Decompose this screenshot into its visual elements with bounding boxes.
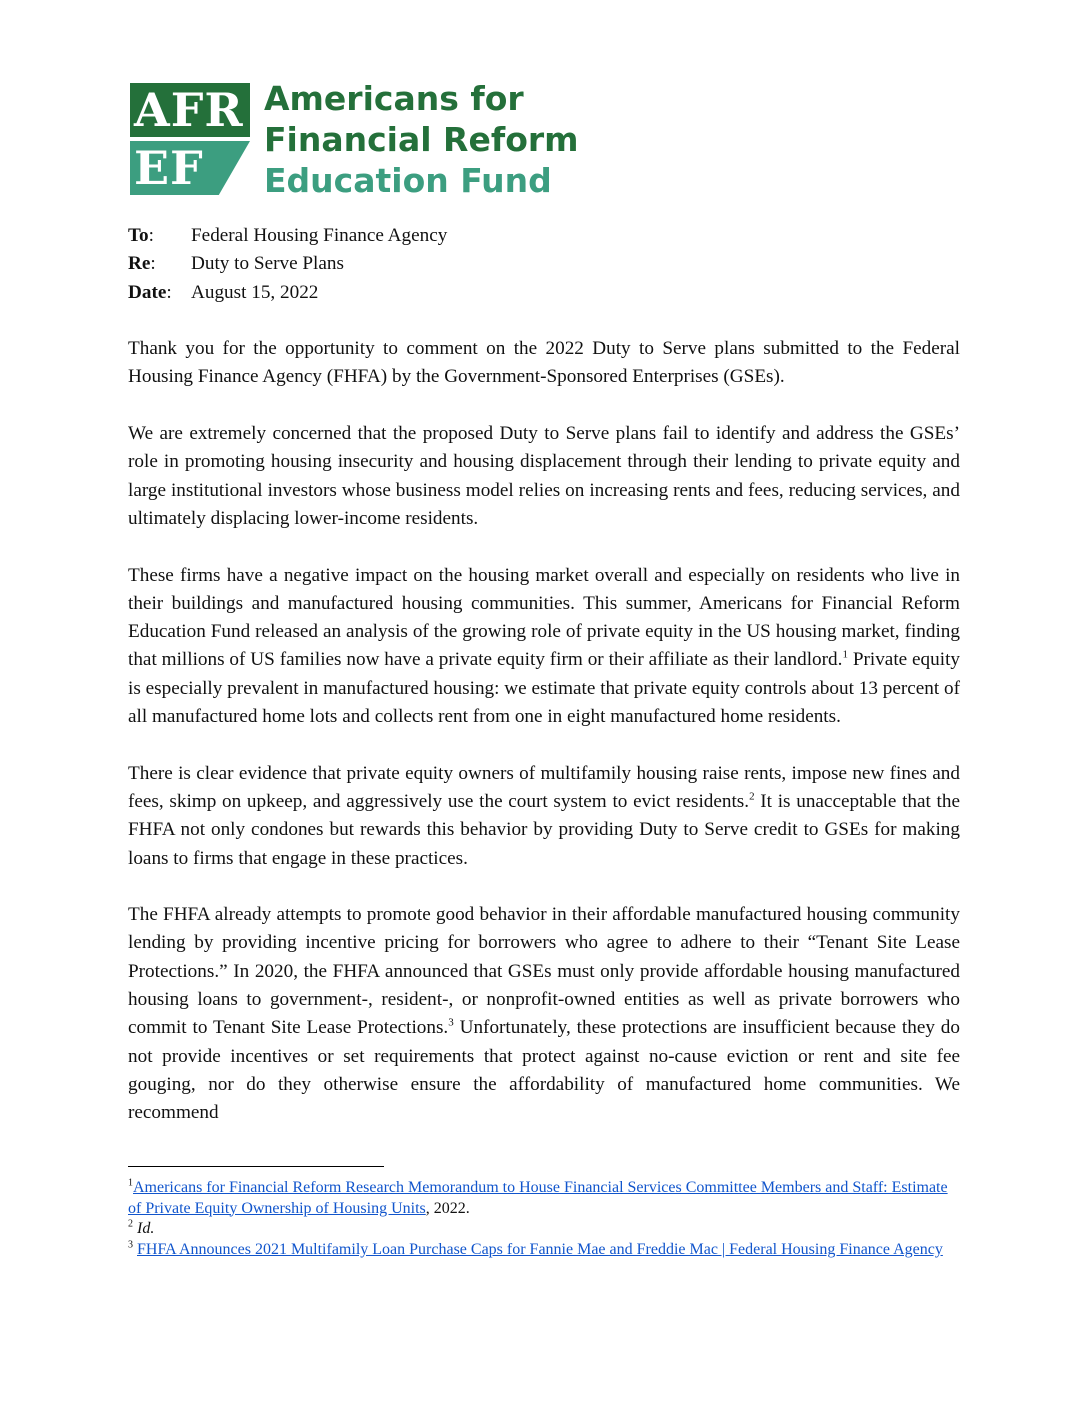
- footnote-2-text: Id.: [137, 1220, 155, 1238]
- paragraph-3: These firms have a negative impact on the housing market overall and especially on residents who live in their buildings and manufactured housing communities. This summer, Americans for Financial Reform Education Fund released an analysis of the growing role of private equity in the US housing market, finding that millions of US families now have a private equity firm or their affiliate as their landlord.$^1$ Private equity is especially prevalent in manufactured housing: we estimate that private equity controls about 13 percent of all manufactured home lots and collects rent from one in eight manufactured home residents.: [128, 564, 961, 728]
- logo-wordmark: [264, 78, 579, 201]
- footnote-3-link[interactable]: FHFA Announces 2021 Multifamily Loan Purchase Caps for Fannie Mae and Freddie Mac | Federal Housing Finance Agency: [137, 1240, 943, 1258]
- footnote-2-number: 2: [128, 1218, 133, 1230]
- memo-content: [128, 222, 960, 1128]
- footnote-3-number: 3: [128, 1239, 133, 1251]
- paragraph-1: Thank you for the opportunity to comment on the 2022 Duty to Serve plans submitted to the Federal Housing Finance Agency (FHFA) by the Government-Sponsored Enterprises (GSEs).: [128, 338, 960, 388]
- footnote-ref-1: 1: [842, 649, 848, 662]
- memo-header-re: Re: Duty to Serve Plans: [128, 250, 960, 278]
- logo-line-3: Education Fund: [264, 161, 552, 200]
- footnote-1-link[interactable]: Americans for Financial Reform Research Memorandum to House Financial Services Committee Members and Staff: Estimate of Private Equity Ownership of Housing Units: [128, 1179, 948, 1217]
- memo-value-re: Duty to Serve Plans: [191, 253, 344, 275]
- paragraph-5: The FHFA already attempts to promote good behavior in their affordable manufactured housing community lending by providing incentive pricing for borrowers who agree to adhere to their “Tenant Site Lease Protections.” In 2020, the FHFA announced that GSEs must only provide affordable housing manufactured housing loans to government-, resident-, or nonprofit-owned entities as well as private borrowers who commit to Tenant Site Lease Protections.$^3$ Unfortunately, these protections are insufficient because they do not provide incentives or set requirements that protect against no-cause eviction or rent and site fee gouging, nor do they otherwise ensure the affordability of manufactured home communities. We recommend: [128, 904, 960, 1124]
- logo-mark-afr: AFR: [134, 83, 244, 137]
- logo-mark: [130, 83, 250, 195]
- footnote-2: [128, 1219, 960, 1240]
- footnote-1-number: 1: [128, 1177, 133, 1189]
- footnote-3: [128, 1240, 960, 1261]
- footnotes: [128, 1178, 960, 1260]
- memo-key-re: Re: [128, 253, 151, 275]
- paragraph-4: There is clear evidence that private equity owners of multifamily housing raise rents, impose new fines and fees, skimp on upkeep, and aggressively use the court system to evict residents.$^2$ It is unacceptable that the FHFA not only condones but rewards this behavior by providing Duty to Serve credit to GSEs for making loans to firms that engage in these practices.: [128, 762, 960, 869]
- memo-header-date: Date: August 15, 2022: [128, 279, 960, 307]
- footnote-ref-3: 3: [448, 1016, 454, 1029]
- memo-header-to: To: Federal Housing Finance Agency: [128, 222, 960, 250]
- paragraph-2: We are extremely concerned that the proposed Duty to Serve plans fail to identify and address the GSEs’ role in promoting housing insecurity and housing displacement through their lending to private equity and large institutional investors whose business model relies on increasing rents and fees, reducing services, and ultimately displacing lower-income residents.: [128, 423, 960, 529]
- memo-value-to: Federal Housing Finance Agency: [191, 225, 448, 246]
- footnote-1: $^1$Americans for Financial Reform Research Memorandum to House Financial Services Committee Members and Staff: Estimate of Private Equity Ownership of Housing Units, 2022.: [128, 1177, 948, 1217]
- footnote-ref-2: 2: [749, 790, 755, 803]
- logo-line-2: Financial Reform: [264, 120, 579, 159]
- memo-value-date: August 15, 2022: [191, 281, 319, 303]
- afr-ef-logo: [130, 79, 580, 200]
- logo-mark-ef: EF: [134, 141, 204, 195]
- logo-line-1: Americans for: [264, 79, 524, 118]
- memo-key-date: Date: [128, 281, 167, 303]
- memo-key-to: To: [128, 225, 149, 246]
- footnote-divider: [128, 1166, 384, 1167]
